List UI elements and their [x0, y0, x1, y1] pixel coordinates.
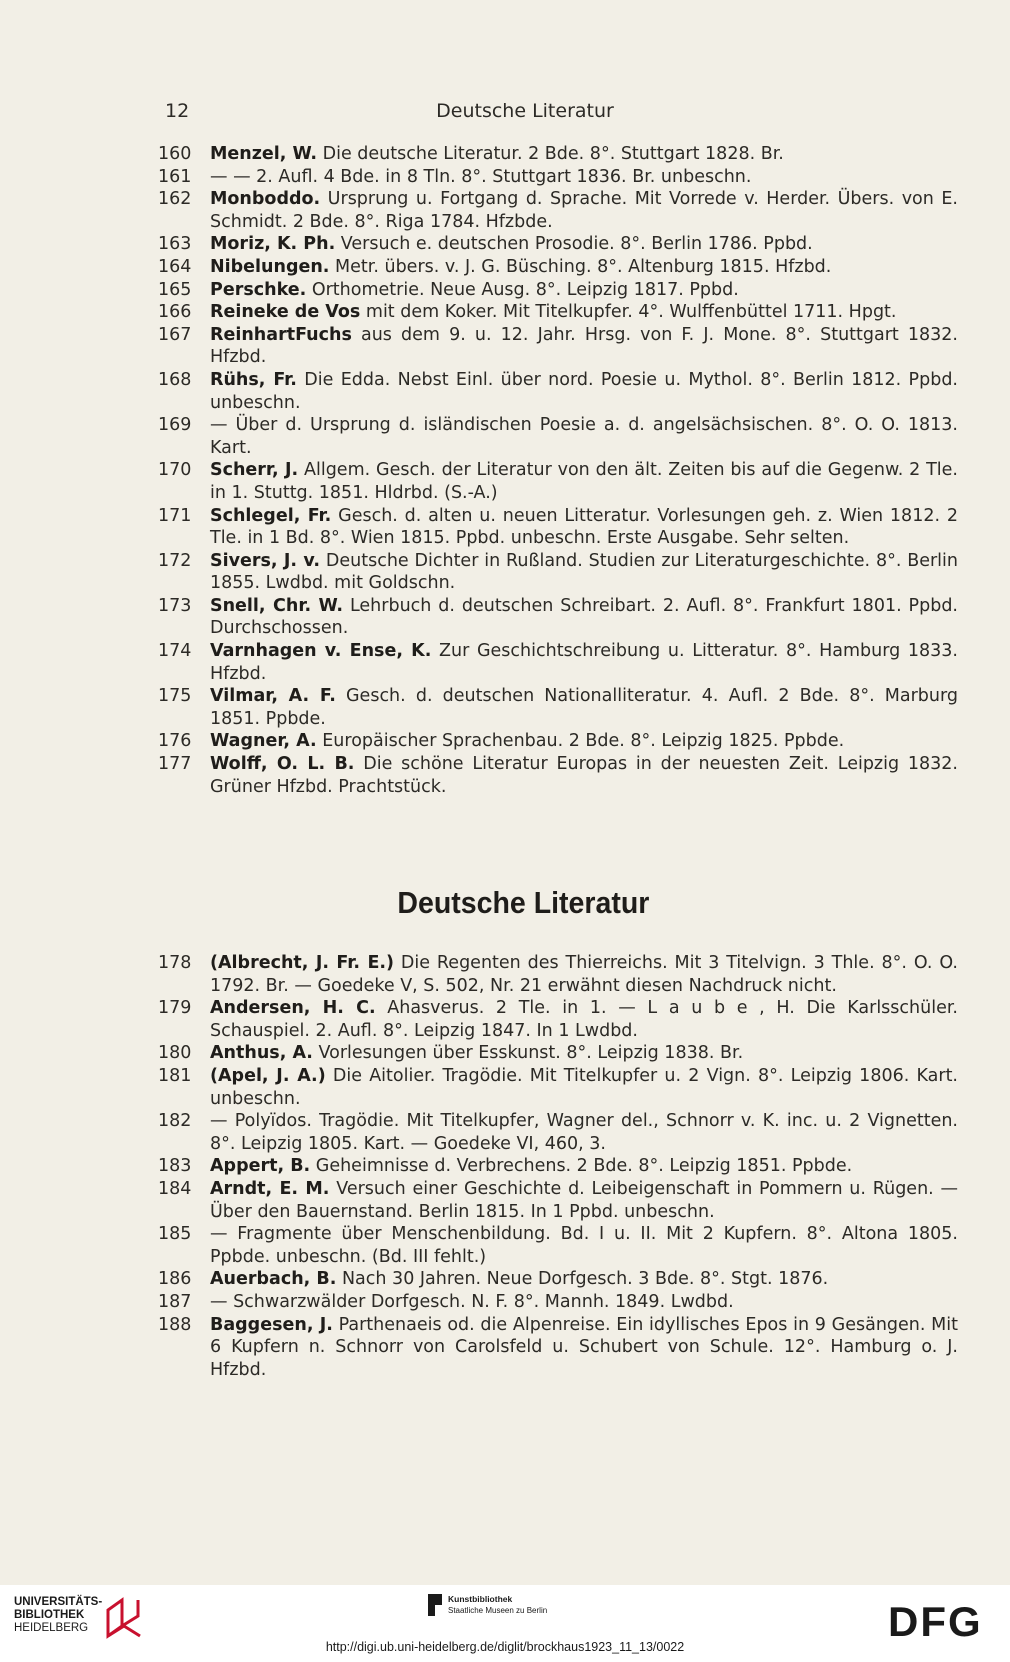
entry-number: 181: [158, 1065, 192, 1086]
entry-author: Vilmar, A. F.: [210, 686, 336, 707]
catalog-entries-top: [158, 143, 958, 798]
entry-number: 175: [158, 686, 192, 707]
entry-description: Versuch einer Geschichte d. Leibeigenschaft in Pommern u. Rügen. — Über den Bauernstand. Berlin 1815. In 1 Ppbd. unbeschn.: [210, 1178, 958, 1222]
entry-description: Lehrbuch d. deutschen Schreibart. 2. Aufl. 8°. Frankfurt 1801. Ppbd. Durchschossen.: [210, 595, 958, 639]
entry-number: 166: [158, 302, 192, 323]
entry-number: 188: [158, 1314, 192, 1335]
entry-description: Europäischer Sprachenbau. 2 Bde. 8°. Leipzig 1825. Ppbde.: [316, 731, 845, 752]
entry-number: 161: [158, 166, 192, 187]
running-title: Deutsche Literatur: [436, 100, 614, 122]
catalog-entry: [158, 1178, 958, 1223]
entry-description: — Fragmente über Menschenbildung. Bd. I u. II. Mit 2 Kupfern. 8°. Altona 1805. Ppbde. unbeschn. (Bd. III fehlt.): [210, 1224, 958, 1267]
entry-author: Rühs, Fr.: [210, 369, 297, 390]
entry-number: 174: [158, 641, 192, 662]
catalog-entry: [158, 753, 958, 798]
catalog-entry: [158, 1223, 958, 1268]
entry-number: 173: [158, 595, 192, 616]
entry-number: 164: [158, 256, 192, 277]
entry-description: Parthenaeis od. die Alpenreise. Ein idyllisches Epos in 9 Gesängen. Mit 6 Kupfern n. Schnorr von Carolsfeld u. Schubert von Schule. 12°. Hamburg o. J. Hfzbd.: [210, 1314, 958, 1380]
entry-author: Sivers, J. v.: [210, 550, 321, 571]
entry-number: 160: [158, 144, 192, 164]
page-number: 12: [165, 100, 190, 122]
entry-author: Monboddo.: [210, 189, 321, 210]
entry-author: Wagner, A.: [210, 731, 317, 752]
entry-description: Orthometrie. Neue Ausg. 8°. Leipzig 1817. Ppbd.: [306, 279, 739, 300]
uni-line3: HEIDELBERG: [14, 1622, 89, 1634]
entry-number: 180: [158, 1043, 192, 1064]
entry-number: 185: [158, 1224, 192, 1245]
entry-description: Die Regenten des Thierreichs. Mit 3 Titelvign. 3 Thle. 8°. O. O. 1792. Br. — Goedeke V, S. 502, Nr. 21 erwähnt diesen Nachdruck nicht.: [210, 953, 958, 996]
entry-description: Die deutsche Literatur. 2 Bde. 8°. Stuttgart 1828. Br.: [317, 144, 784, 164]
catalog-entry: [158, 730, 958, 753]
entry-author: (Albrecht, J. Fr. E.): [210, 953, 395, 973]
section-heading: Deutsche Literatur: [397, 885, 650, 920]
catalog-entry: [158, 279, 958, 302]
catalog-entry: [158, 1155, 958, 1178]
entry-author: (Apel, J. A.): [210, 1065, 326, 1086]
entry-author: Schlegel, Fr.: [210, 505, 332, 526]
entry-number: 162: [158, 189, 192, 210]
entry-description: — — 2. Aufl. 4 Bde. in 8 Tln. 8°. Stuttgart 1836. Br. unbeschn.: [210, 166, 752, 187]
entry-number: 171: [158, 505, 192, 526]
kunstbibliothek-logo[interactable]: [428, 1594, 547, 1616]
entry-author: Baggesen, J.: [210, 1314, 333, 1335]
catalog-entry: [158, 1291, 958, 1314]
catalog-entries-bottom: [158, 952, 958, 1381]
entry-number: 168: [158, 369, 192, 390]
entry-description: Gesch. d. alten u. neuen Litteratur. Vorlesungen geh. z. Wien 1812. 2 Tle. in 1 Bd. 8°. Wien 1815. Ppbd. unbeschn. Erste Ausgabe. Sehr selten.: [210, 505, 958, 549]
entry-number: 169: [158, 415, 192, 436]
kb-line2: Staatliche Museen zu Berlin: [448, 1606, 548, 1615]
entry-description: Nach 30 Jahren. Neue Dorfgesch. 3 Bde. 8°. Stgt. 1876.: [336, 1269, 829, 1290]
catalog-entry: [158, 550, 958, 595]
entry-number: 179: [158, 998, 192, 1019]
catalog-entry: [158, 143, 958, 166]
entry-number: 183: [158, 1156, 192, 1177]
catalog-entry: [158, 1268, 958, 1291]
entry-number: 167: [158, 324, 192, 345]
entry-number: 165: [158, 279, 192, 300]
entry-description: Versuch e. deutschen Prosodie. 8°. Berlin 1786. Ppbd.: [335, 234, 813, 255]
entry-number: 163: [158, 234, 192, 255]
entry-author: Arndt, E. M.: [210, 1178, 330, 1199]
entry-number: 177: [158, 754, 192, 775]
heidelberg-library-logo[interactable]: [14, 1596, 102, 1635]
catalog-entry: [158, 595, 958, 640]
entry-number: 187: [158, 1291, 192, 1312]
entry-description: Die Edda. Nebst Einl. über nord. Poesie u. Mythol. 8°. Berlin 1812. Ppbd. unbeschn.: [210, 369, 958, 413]
catalog-entry: [158, 414, 958, 459]
entry-description: Geheimnisse d. Verbrechens. 2 Bde. 8°. Leipzig 1851. Ppbde.: [310, 1156, 853, 1177]
kunstbibliothek-mark-icon: [428, 1594, 442, 1616]
entry-author: Appert, B.: [210, 1156, 311, 1177]
entry-author: Auerbach, B.: [210, 1269, 337, 1290]
entry-author: Andersen, H. C.: [210, 998, 376, 1019]
catalog-entry: [158, 505, 958, 550]
source-url-link[interactable]: http://digi.ub.uni-heidelberg.de/diglit/brockhaus1923_11_13/0022: [325, 1640, 685, 1654]
entry-description: Ursprung u. Fortgang d. Sprache. Mit Vorrede v. Herder. Übers. von E. Schmidt. 2 Bde. 8°. Riga 1784. Hfzbde.: [210, 189, 958, 232]
catalog-entry: [158, 640, 958, 685]
entry-description: Die Aitolier. Tragödie. Mit Titelkupfer u. 2 Vign. 8°. Leipzig 1806. Kart. unbeschn.: [210, 1065, 958, 1109]
uni-logo-mark-icon: [104, 1596, 152, 1640]
entry-description: Die schöne Literatur Europas in der neuesten Zeit. Leipzig 1832. Grüner Hfzbd. Prachtstück.: [210, 754, 958, 797]
uni-line2: BIBLIOTHEK: [14, 1609, 85, 1621]
entry-author: Varnhagen v. Ense, K.: [210, 641, 432, 662]
catalog-entry: [158, 256, 958, 279]
catalog-entry: [158, 324, 958, 369]
dfg-logo[interactable]: DFG: [888, 1598, 983, 1645]
entry-number: 182: [158, 1111, 192, 1132]
entry-author: Wolff, O. L. B.: [210, 754, 355, 775]
catalog-entry: [158, 166, 958, 189]
entry-description: Gesch. d. deutschen Nationalliteratur. 4. Aufl. 2 Bde. 8°. Marburg 1851. Ppbde.: [210, 686, 958, 729]
entry-author: Perschke.: [210, 279, 307, 300]
entry-number: 172: [158, 550, 192, 571]
entry-author: Reineke de Vos: [210, 302, 361, 323]
entry-description: — Polyïdos. Tragödie. Mit Titelkupfer, Wagner del., Schnorr v. K. inc. u. 2 Vignetten. 8°. Leipzig 1805. Kart. — Goedeke VI, 460, 3.: [210, 1111, 958, 1154]
catalog-entry: [158, 233, 958, 256]
catalog-entry: [158, 188, 958, 233]
entry-description: Allgem. Gesch. der Literatur von den ält. Zeiten bis auf die Gegenw. 2 Tle. in 1. Stuttg. 1851. Hldrbd. (S.-A.): [210, 460, 958, 503]
kb-line1: Kunstbibliothek: [448, 1594, 513, 1604]
entry-number: 178: [158, 953, 192, 973]
entry-description: Deutsche Dichter in Rußland. Studien zur Literaturgeschichte. 8°. Berlin 1855. Lwdbd. mit Goldschn.: [210, 550, 958, 594]
entry-description: — Schwarzwälder Dorfgesch. N. F. 8°. Mannh. 1849. Lwdbd.: [210, 1291, 734, 1312]
entry-description: Vorlesungen über Esskunst. 8°. Leipzig 1838. Br.: [312, 1043, 744, 1064]
entry-author: Menzel, W.: [210, 144, 318, 164]
catalog-entry: [158, 1314, 958, 1382]
catalog-entry: [158, 1042, 958, 1065]
catalog-entry: [158, 301, 958, 324]
entry-description: aus dem 9. u. 12. Jahr. Hrsg. von F. J. Mone. 8°. Stuttgart 1832. Hfzbd.: [210, 324, 958, 368]
entry-author: Moriz, K. Ph.: [210, 234, 336, 255]
entry-author: Anthus, A.: [210, 1043, 313, 1064]
catalog-entry: [158, 997, 958, 1042]
entry-description: mit dem Koker. Mit Titelkupfer. 4°. Wulffenbüttel 1711. Hpgt.: [360, 302, 897, 323]
entry-description: Ahasverus. 2 Tle. in 1. — L a u b e , H. Die Karlsschüler. Schauspiel. 2. Aufl. 8°. Leipzig 1847. In 1 Lwdbd.: [210, 998, 958, 1041]
entry-number: 176: [158, 731, 192, 752]
catalog-entry: [158, 1065, 958, 1110]
entry-number: 184: [158, 1178, 192, 1199]
catalog-entry: [158, 685, 958, 730]
catalog-entry: [158, 952, 958, 997]
catalog-entry: [158, 1110, 958, 1155]
entry-description: Zur Geschichtschreibung u. Litteratur. 8°. Hamburg 1833. Hfzbd.: [210, 641, 958, 684]
entry-number: 170: [158, 460, 192, 481]
entry-author: Scherr, J.: [210, 460, 299, 481]
catalog-entry: [158, 459, 958, 504]
entry-author: Nibelungen.: [210, 256, 330, 277]
catalog-entry: [158, 369, 958, 414]
entry-description: Metr. übers. v. J. G. Büsching. 8°. Altenburg 1815. Hfzbd.: [329, 256, 832, 277]
entry-number: 186: [158, 1269, 192, 1290]
entry-author: ReinhartFuchs: [210, 324, 352, 345]
uni-line1: UNIVERSITÄTS-: [14, 1596, 103, 1608]
entry-description: — Über d. Ursprung d. isländischen Poesie a. d. angelsächsischen. 8°. O. O. 1813. Kart.: [210, 415, 958, 458]
entry-author: Snell, Chr. W.: [210, 595, 344, 616]
